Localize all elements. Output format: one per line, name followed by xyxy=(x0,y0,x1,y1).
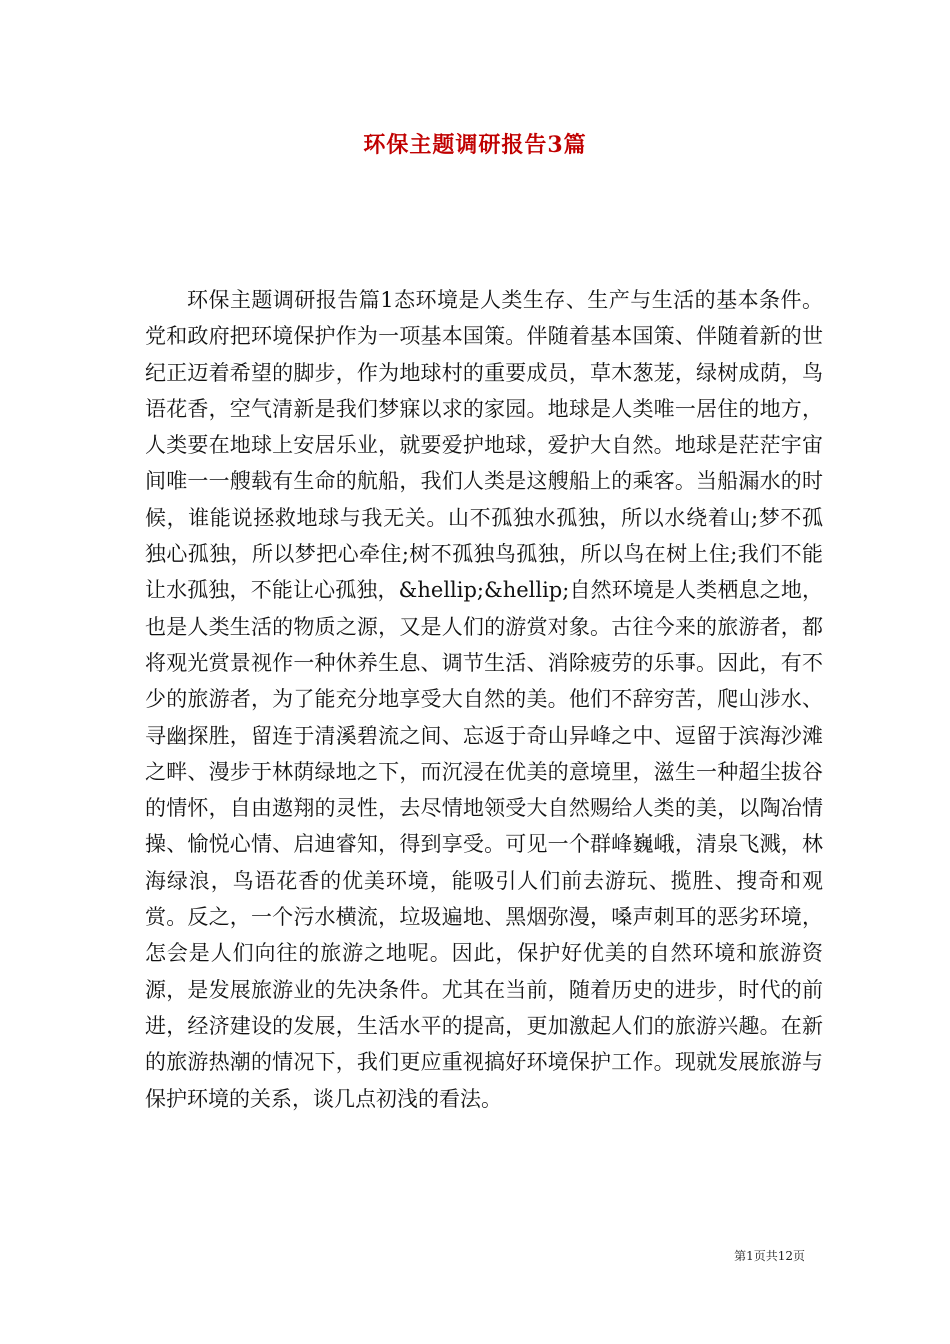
document-title: 环保主题调研报告3篇 xyxy=(363,132,587,158)
page-number: 第1页共12页 xyxy=(734,1249,805,1263)
body-paragraph: 环保主题调研报告篇1态环境是人类生存、生产与生活的基本条件。党和政府把环境保护作为一项基本国策。伴随着基本国策、伴随着新的世纪正迈着希望的脚步，作为地球村的重要成员，草木葱茏，绿树成荫，鸟语花香，空气清新是我们梦寐以求的家园。地球是人类唯一居住的地方，人类要在地球上安居乐业，就要爱护地球，爱护大自然。地球是茫茫宇宙间唯一一艘载有生命的航船，我们人类是这艘船上的乘客。当船漏水的时候，谁能说拯救地球与我无关。山不孤独水孤独，所以水绕着山;梦不孤独心孤独，所以梦把心牵住;树不孤独鸟孤独，所以鸟在树上住;我们不能让水孤独，不能让心孤独，&hellip;&hellip;自然环境是人类栖息之地，也是人类生活的物质之源，又是人们的游赏对象。古往今来的旅游者，都将观光赏景视作一种休养生息、调节生活、消除疲劳的乐事。因此，有不少的旅游者，为了能充分地享受大自然的美。他们不辞穷苦，爬山涉水、寻幽探胜，留连于清溪碧流之间、忘返于奇山异峰之中、逗留于滨海沙滩之畔、漫步于林荫绿地之下，而沉浸在优美的意境里，滋生一种超尘拔谷的情怀，自由遨翔的灵性，去尽情地领受大自然赐给人类的美，以陶冶情操、愉悦心情、启迪睿知，得到享受。可见一个群峰巍峨，清泉飞溅，林海绿浪，鸟语花香的优美环境，能吸引人们前去游玩、揽胜、搜奇和观赏。反之，一个污水横流，垃圾遍地、黑烟弥漫，嗓声刺耳的恶劣环境，怎会是人们向往的旅游之地呢。因此，保护好优美的自然环境和旅游资源，是发展旅游业的先决条件。尤其在当前，随着历史的进步，时代的前进，经济建设的发展，生活水平的提高，更加激起人们的旅游兴趣。在新的旅游热潮的情况下，我们更应重视搞好环境保护工作。现就发展旅游与保护环境的关系，谈几点初浅的看法。 xyxy=(145,288,823,1111)
